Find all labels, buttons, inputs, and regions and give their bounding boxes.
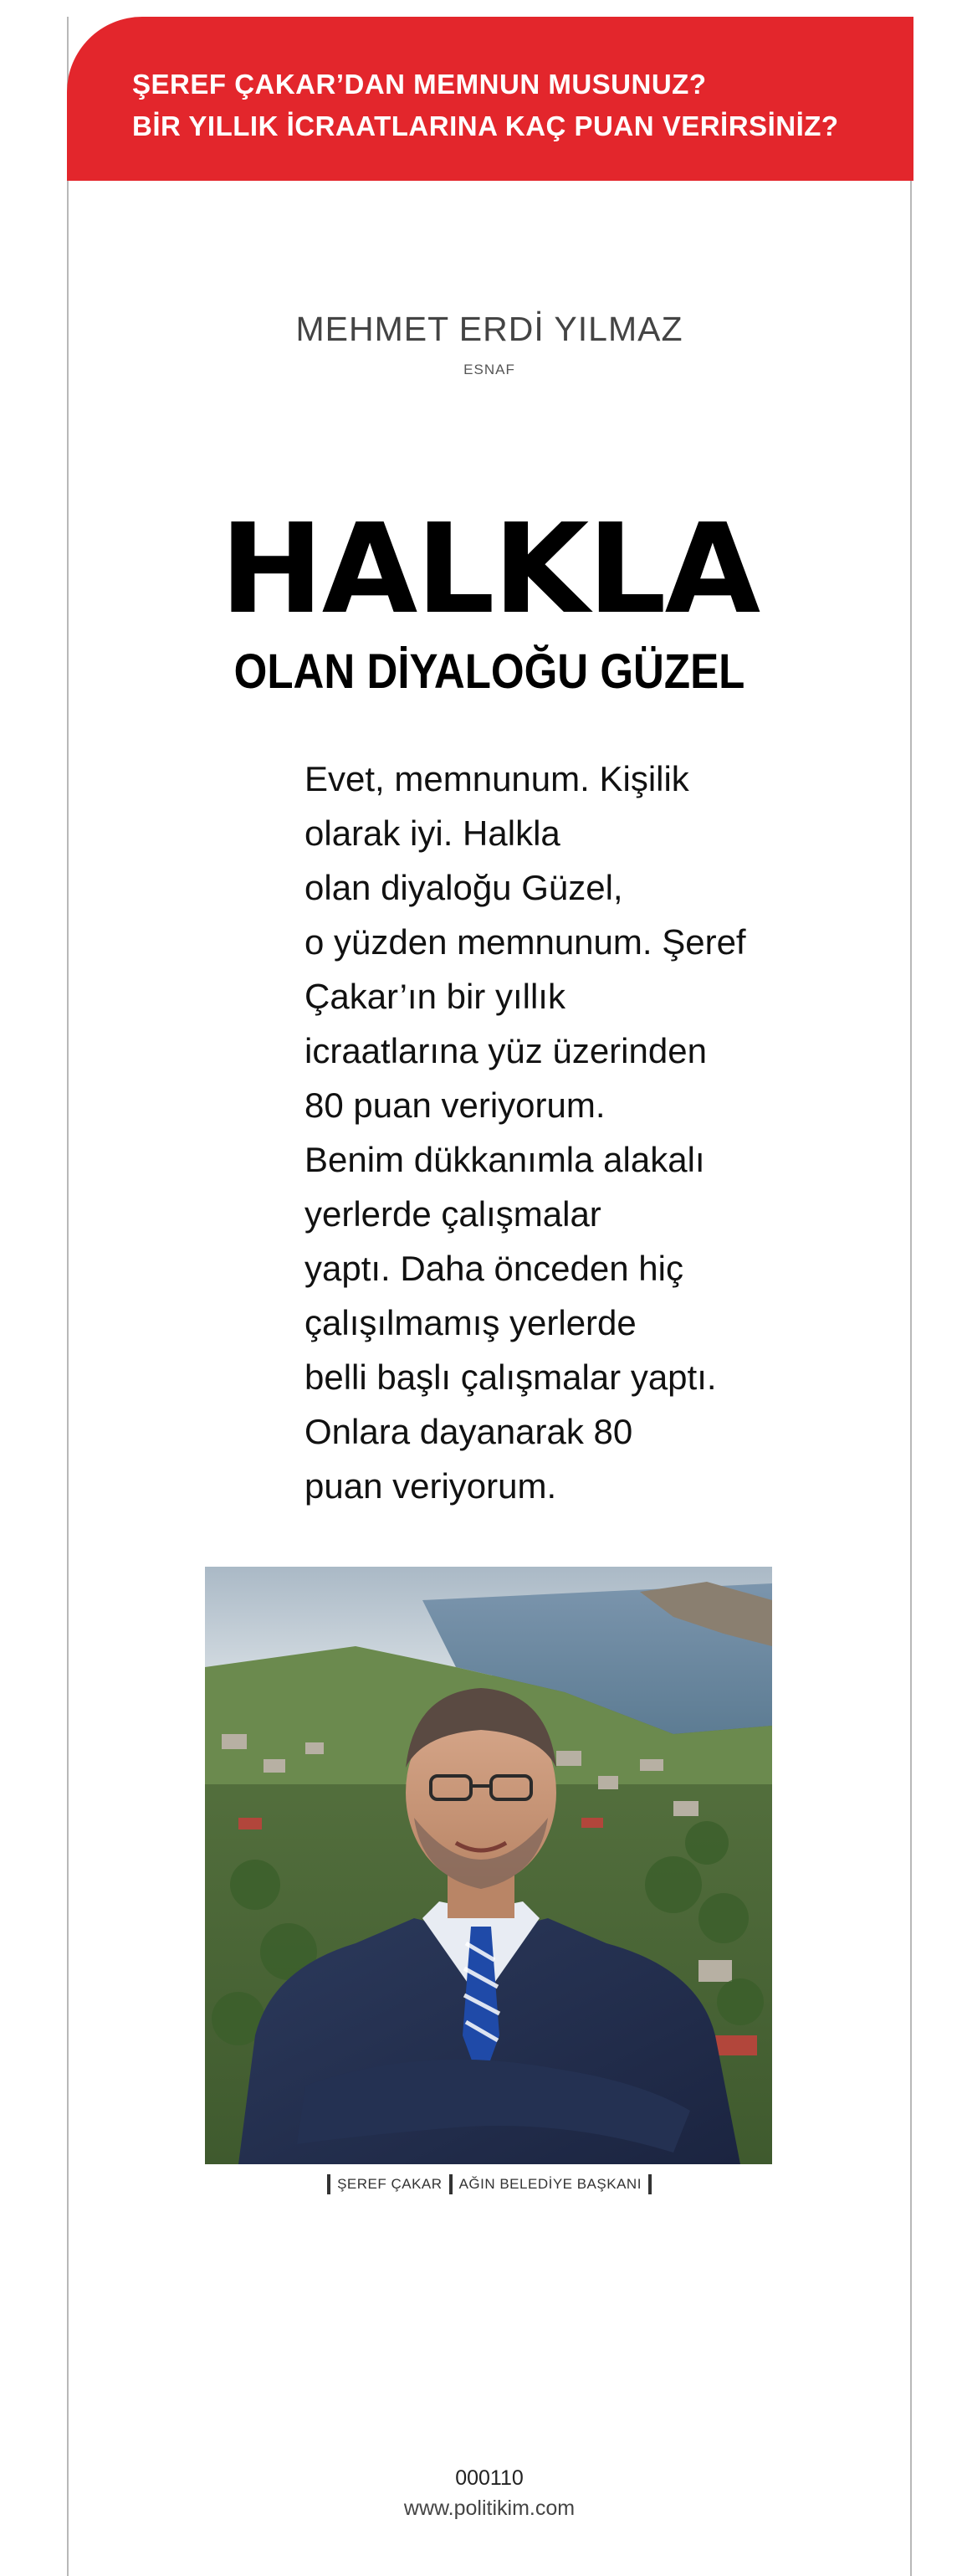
banner-line-2: BİR YILLIK İCRAATLARINA KAÇ PUAN VERİRSİNİZ? — [132, 110, 839, 141]
quote-line: 80 puan veriyorum. — [304, 1085, 606, 1125]
caption-divider — [449, 2174, 453, 2194]
author-role: ESNAF — [463, 362, 515, 377]
banner-line-1: ŞEREF ÇAKAR’DAN MEMNUN MUSUNUZ? — [132, 69, 707, 100]
question-banner — [67, 17, 913, 181]
quote-line: Onlara dayanarak 80 — [304, 1412, 633, 1451]
caption-name: ŞEREF ÇAKAR — [337, 2176, 443, 2192]
page-code: 000110 — [455, 2466, 524, 2490]
quote-line: icraatlarına yüz üzerinden — [304, 1031, 707, 1070]
quote-line: Çakar’ın bir yıllık — [304, 977, 565, 1016]
quote-line: yaptı. Daha önceden hiç — [304, 1249, 683, 1288]
website-url: www.politikim.com — [403, 2496, 576, 2520]
quote-line: olan diyaloğu Güzel, — [304, 868, 623, 907]
quote-line: Evet, memnunum. Kişilik — [304, 759, 689, 798]
quote-body — [304, 752, 823, 1513]
quote-line: çalışılmamış yerlerde — [304, 1303, 637, 1342]
headline-main: HALKLA — [219, 497, 760, 641]
quote-line: yerlerde çalışmalar — [304, 1194, 601, 1234]
caption-title: AĞIN BELEDİYE BAŞKANI — [458, 2176, 642, 2192]
photo-caption — [67, 2174, 912, 2194]
quote-line: Benim dükkanımla alakalı — [304, 1140, 705, 1179]
caption-divider — [327, 2174, 330, 2194]
headline-sub: OLAN DİYALOĞU GÜZEL — [233, 644, 745, 699]
caption-divider — [648, 2174, 652, 2194]
mayor-photo — [205, 1567, 772, 2164]
quote-line: o yüzden memnunum. Şeref — [304, 922, 746, 962]
quote-line: belli başlı çalışmalar yaptı. — [304, 1357, 717, 1397]
quote-line: puan veriyorum. — [304, 1466, 557, 1506]
author-name: MEHMET ERDİ YILMAZ — [295, 310, 683, 348]
quote-line: olarak iyi. Halkla — [304, 813, 560, 853]
